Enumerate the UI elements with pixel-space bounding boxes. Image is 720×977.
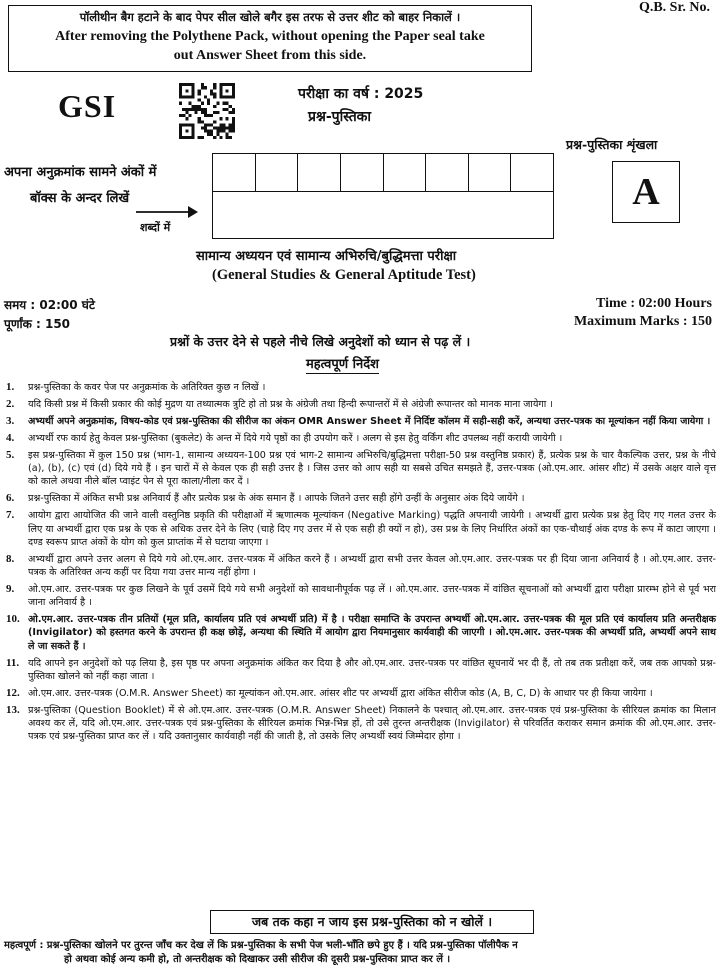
instruction-text: इस प्रश्न-पुस्तिका में कुल 150 प्रश्न (भाग-1, सामान्य अध्ययन-100 प्रश्न एवं भाग-2 सामान्य अभिरुचि/बुद्धिमत्ता परीक्षा-50 प्रश्न वस्तुनिष्ठ प्रकार) हैं, प्रत्येक प्रश्न के चार वैकल्पिक उत्तर, प्रश्न के नीचे (a), (b), (c) एवं (d) दिये गये हैं । इन चारों में से केवल एक ही सही उत्तर है । जिस उत्तर को आप सही या सबसे उचित समझते हैं, उत्तर-पत्रक (ओ.एम.आर. आंसर शीट) में उसके अक्षर वाले वृत्त को काले अथवा नीले बॉल प्वाइंट पेन से पूरा काला/नीला कर दें । <box>28 450 716 488</box>
instruction-text: अभ्यर्थी रफ कार्य हेतु केवल प्रश्न-पुस्तिका (बुकलेट) के अन्त में दिये गये पृष्ठों का ही उपयोग करें । अलग से इस हेतु वर्किंग शीट उपलब्ध नहीं करायी जायेगी । <box>28 433 563 444</box>
series-label: प्रश्न-पुस्तिका शृंखला <box>566 137 658 152</box>
roll-digit-box[interactable] <box>469 154 512 191</box>
instruction-number: 12. <box>6 686 20 699</box>
roll-digit-box[interactable] <box>511 154 553 191</box>
test-name-english: (General Studies & General Aptitude Test) <box>212 267 476 283</box>
instruction-item <box>4 687 716 700</box>
roll-number-words-box[interactable] <box>212 191 554 239</box>
instruction-item <box>4 415 716 428</box>
instruction-text: प्रश्न-पुस्तिका के कवर पेज पर अनुक्रमांक के अतिरिक्त कुछ न लिखें । <box>28 382 266 393</box>
instruction-number: 3. <box>6 415 15 427</box>
instruction-number: 6. <box>6 492 15 505</box>
roll-in-words-label: शब्दों में <box>140 221 171 234</box>
instruction-item <box>4 509 716 549</box>
instruction-text: प्रश्न-पुस्तिका में अंकित सभी प्रश्न अनिवार्य हैं और प्रत्येक प्रश्न के अंक समान हैं । आपके जितने उत्तर सही होंगे उन्हीं के अनुसार अंक दिये जायेंगे । <box>28 493 525 505</box>
booklet-heading: प्रश्न-पुस्तिका <box>308 109 372 125</box>
qb-serial-label: Q.B. Sr. No. <box>638 0 710 15</box>
instruction-text: अभ्यर्थी द्वारा अपने उत्तर अलग से दिये गये ओ.एम.आर. उत्तर-पत्रक में अंकित करने हैं । अभ्यर्थी द्वारा सभी उत्तर केवल ओ.एम.आर. उत्तर-पत्रक पर ही दिया जाना अनिवार्य है । ओ.एम.आर. उत्तर-पत्रक के अतिरिक्त अन्य कहीं पर दिया गया उत्तर मान्य नहीं होगा । <box>28 553 716 579</box>
exam-year: परीक्षा का वर्ष : 2025 <box>298 86 424 102</box>
roll-digit-box[interactable] <box>213 154 256 191</box>
important-label: महत्वपूर्ण : <box>4 940 44 951</box>
qr-code-icon <box>176 80 238 142</box>
do-not-open-notice: जब तक कहा न जाय इस प्रश्न-पुस्तिका को न खोलें । <box>210 910 534 934</box>
time-hindi: समय : 02:00 घंटे <box>4 298 95 312</box>
roll-number-digit-boxes[interactable] <box>212 153 554 192</box>
instruction-text: यदि आपने इन अनुदेशों को पढ़ लिया है, इस पृष्ठ पर अपना अनुक्रमांक अंकित कर दिया है और ओ.एम.आर. उत्तर-पत्रक पर वांछित सूचनायें भर दी हैं, तो तब तक प्रतीक्षा करें, जब तक आपको प्रश्न-पुस्तिका खोलने को नहीं कहा जाता । <box>28 657 716 682</box>
instruction-number: 4. <box>6 432 15 444</box>
roll-number-label-line1: अपना अनुक्रमांक सामने अंकों में <box>4 165 157 180</box>
instruction-number: 2. <box>6 398 15 410</box>
read-instructions-note: प्रश्नों के उत्तर देने से पहले नीचे लिखे अनुदेशों को ध्यान से पढ़ लें । <box>170 334 471 349</box>
roll-digit-box[interactable] <box>256 154 299 191</box>
seal-notice-en-line2: out Answer Sheet from this side. <box>173 48 367 63</box>
instruction-text: अभ्यर्थी अपने अनुक्रमांक, विषय-कोड एवं प्रश्न-पुस्तिका की सीरीज का अंकन OMR Answer Sheet में निर्दिष्ट कॉलम में सही-सही करें, अन्यथा उत्तर-पत्रक का मूल्यांकन नहीं किया जायेगा । <box>28 416 711 427</box>
marks-hindi: पूर्णांक : 150 <box>4 317 71 331</box>
important-note <box>4 939 716 967</box>
instruction-number: 13. <box>6 703 20 716</box>
instruction-item <box>4 449 716 489</box>
instruction-number: 11. <box>6 656 20 669</box>
instruction-text: ओ.एम.आर. उत्तर-पत्रक (O.M.R. Answer Sheet) का मूल्यांकन ओ.एम.आर. आंसर शीट पर अभ्यर्थी द्वारा अंकित सीरीज कोड (A, B, C, D) के आधार पर ही किया जायेगा । <box>28 687 653 699</box>
instructions-list <box>4 381 716 747</box>
roll-digit-box[interactable] <box>341 154 384 191</box>
seal-notice-en-line1: After removing the Polythene Pack, without opening the Paper seal take <box>55 29 485 44</box>
test-name-hindi: सामान्य अध्ययन एवं सामान्य अभिरुचि/बुद्धिमत्ता परीक्षा <box>196 249 457 264</box>
roll-digit-box[interactable] <box>426 154 469 191</box>
roll-digit-box[interactable] <box>384 154 427 191</box>
seal-notice-hindi: पॉलीथीन बैग हटाने के बाद पेपर सील खोले बगैर इस तरफ से उत्तर शीट को बाहर निकालें । <box>79 10 461 24</box>
instruction-text: प्रश्न-पुस्तिका (Question Booklet) में से ओ.एम.आर. उत्तर-पत्रक (O.M.R. Answer Sheet) निकालने के पश्चात् ओ.एम.आर. उत्तर-पत्रक एवं प्रश्न-पुस्तिका के सीरियल क्रमांक का मिलान अवश्य कर लें, यदि ओ.एम.आर. उत्तर-पत्रक एवं प्रश्न-पुस्तिका के सीरियल क्रमांक भिन्न-भिन्न हों, तो उसे तुरन्त अन्तरीक्षक (Invigilator) से परिवर्तित कराकर समान क्रमांक की ओ.एम.आर. उत्तर-पत्रक एवं प्रश्न-पुस्तिका प्राप्त कर लें । यदि उक्तानुसार कार्यवाही नहीं की जाती है, तो उसके लिए अभ्यर्थी स्वयं जिम्मेदार होगा । <box>28 704 716 743</box>
instruction-item <box>4 381 716 394</box>
instruction-item <box>4 492 716 505</box>
important-text-line1: प्रश्न-पुस्तिका खोलने पर तुरन्त जाँच कर देख लें कि प्रश्न-पुस्तिका के सभी पेज भली-भाँति छपे हुए हैं । यदि प्रश्न-पुस्तिका पॉलीपैक न <box>46 940 518 951</box>
instructions-title: महत्वपूर्ण निर्देश <box>306 354 379 374</box>
series-box: A <box>612 161 680 223</box>
instruction-item <box>4 553 716 579</box>
instruction-text: यदि किसी प्रश्न में किसी प्रकार की कोई मुद्रण या तथ्यात्मक त्रुटि हो तो प्रश्न के अंग्रेजी तथा हिन्दी रूपान्तरों में से अंग्रेजी रूपान्तर को मानक माना जायेगा । <box>28 399 553 410</box>
time-english: Time : 02:00 Hours <box>595 296 712 311</box>
instruction-number: 8. <box>6 552 15 565</box>
instruction-item <box>4 613 716 653</box>
instruction-number: 5. <box>6 449 15 461</box>
instruction-item <box>4 657 716 683</box>
important-text-line2: हो अथवा कोई अन्य कमी हो, तो अन्तरीक्षक को दिखाकर उसी सीरीज की दूसरी प्रश्न-पुस्तिका प्राप्त कर लें । <box>64 954 451 965</box>
seal-notice-box <box>8 5 532 72</box>
instruction-item <box>4 704 716 744</box>
instruction-number: 10. <box>6 613 20 626</box>
instruction-text: ओ.एम.आर. उत्तर-पत्रक पर कुछ लिखने के पूर्व उसमें दिये गये सभी अनुदेशों को सावधानीपूर्वक पढ़ लें । ओ.एम.आर. उत्तर-पत्रक में वांछित सूचनाओं को अभ्यर्थी द्वारा परीक्षा प्रारम्भ होने से पूर्व भरा जाना अनिवार्य है । <box>28 584 716 609</box>
instruction-item <box>4 398 716 411</box>
instruction-item <box>4 583 716 609</box>
roll-digit-box[interactable] <box>298 154 341 191</box>
marks-english: Maximum Marks : 150 <box>573 314 712 329</box>
instruction-number: 7. <box>6 509 15 522</box>
exam-code: GSI <box>58 88 117 124</box>
arrow-right-icon <box>134 202 200 222</box>
roll-number-label-line2: बॉक्स के अन्दर लिखें <box>30 191 130 206</box>
instruction-item <box>4 432 716 445</box>
instruction-text: आयोग द्वारा आयोजित की जाने वाली वस्तुनिष्ठ प्रकृति की परीक्षाओं में ऋणात्मक मूल्यांकन (Negative Marking) पद्धति अपनायी जायेगी । अभ्यर्थी द्वारा प्रत्येक प्रश्न हेतु दिए गए गलत उत्तर के लिए या अभ्यर्थी द्वारा एक प्रश्न के एक से अधिक उत्तर देने के लिए (चाहे दिए गए उत्तर में से एक सही ही क्यों न हो), उस प्रश्न के लिए निर्धारित अंकों का एक-चौथाई अंक दण्ड के रूप में काटा जाएगा । दण्ड स्वरूप प्राप्त अंकों के योग को कुल प्राप्तांक में से घटाया जाएगा । <box>28 510 716 548</box>
instruction-number: 1. <box>6 381 15 393</box>
instruction-number: 9. <box>6 583 15 596</box>
instruction-text: ओ.एम.आर. उत्तर-पत्रक तीन प्रतियों (मूल प्रति, कार्यालय प्रति एवं अभ्यर्थी प्रति) में है । परीक्षा समाप्ति के उपरान्त अभ्यर्थी ओ.एम.आर. उत्तर-पत्रक की मूल प्रति एवं कार्यालय प्रति अन्तरीक्षक (Invigilator) को हस्तगत करने के उपरान्त ही कक्ष छोड़ें, अन्यथा की स्थिति में आयोग द्वारा नियमानुसार कार्यवाही की जाएगी । ओ.एम.आर. उत्तर-पत्रक की अभ्यर्थी प्रति, अभ्यर्थी अपने साथ ले जा सकते हैं । <box>28 614 716 652</box>
